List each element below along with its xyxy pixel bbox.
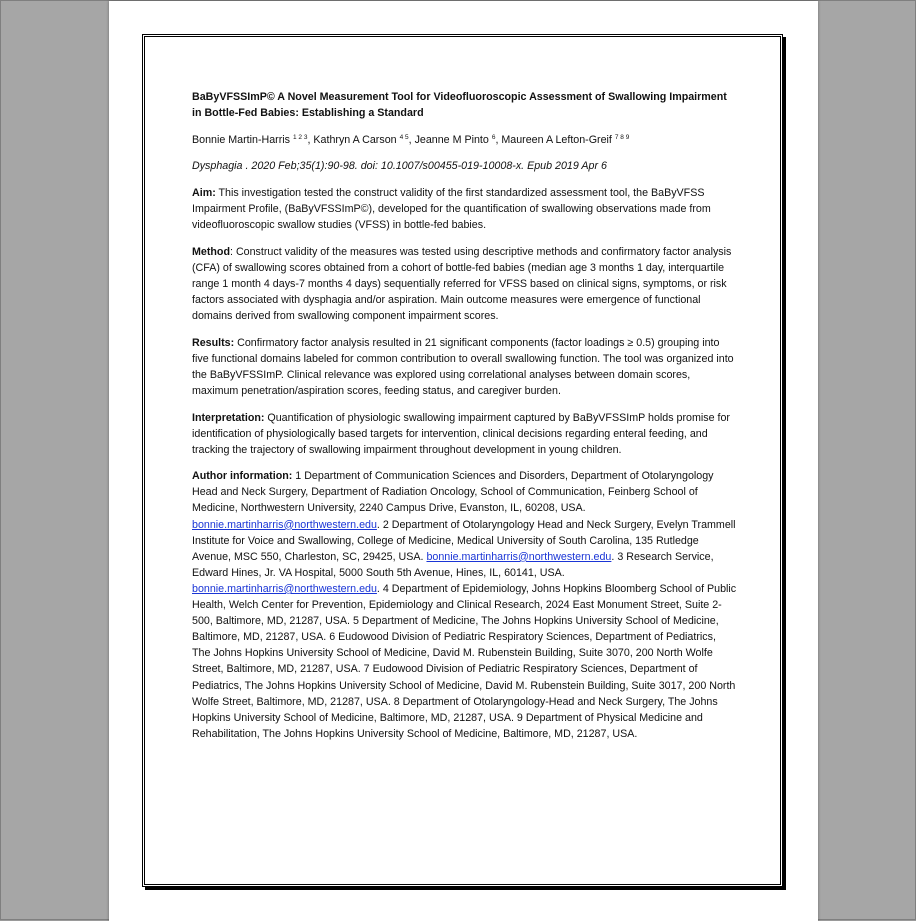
- author-name: Bonnie Martin-Harris: [192, 133, 290, 146]
- interpretation-label: Interpretation:: [192, 411, 265, 424]
- author-info-text: . 2 Department of Otolaryngology Head and Neck Surgery, Evelyn Trammell Institute for Voice and Swallowing, College of Medicine, Medical University of South Carolina, 135 Rutledge Avenue, MSC 550, Charleston, SC, 29425, USA.: [192, 518, 736, 563]
- abstract-method: [192, 244, 737, 324]
- author-info-text: 1 Department of Communication Sciences and Disorders, Department of Otolaryngology Head and Neck Surgery, Department of Radiation Oncology, School of Communication, Feinberg School of Medicine, Northwestern University, 2240 Campus Drive, Evanston, IL, 60208, USA.: [192, 470, 714, 515]
- abstract-interpretation: [192, 410, 737, 458]
- author-separator: ,: [307, 133, 314, 146]
- author-affiliation-numbers: 4 5: [399, 133, 409, 141]
- author-affiliation-numbers: 1 2 3: [292, 133, 308, 141]
- author-affiliation-numbers: 7 8 9: [614, 133, 630, 141]
- interpretation-text: Quantification of physiologic swallowing impairment captured by BaByVFSSImP holds promise for identification of physiologically based targets for intervention, clinical decisions regarding enteral feeding, and tracking the trajectory of swallowing impairment throughout development in young children.: [192, 411, 730, 456]
- author-affiliation-numbers: 6: [491, 133, 496, 141]
- article-title: BaByVFSSImP© A Novel Measurement Tool for Videofluoroscopic Assessment of Swallowing Impairment in Bottle-Fed Babies: Establishing a Standard: [192, 91, 727, 120]
- abstract-aim: [192, 185, 737, 233]
- results-label: Results:: [192, 336, 235, 349]
- author-separator: ,: [495, 133, 502, 146]
- email-link[interactable]: bonnie.martinharris@northwestern.edu: [426, 550, 612, 563]
- author-name: Kathryn A Carson: [313, 133, 397, 146]
- aim-label: Aim:: [192, 186, 216, 199]
- email-link[interactable]: bonnie.martinharris@northwestern.edu: [192, 582, 377, 595]
- author-information: [192, 468, 737, 742]
- email-link[interactable]: bonnie.martinharris@northwestern.edu: [192, 518, 377, 531]
- author-info-text: . 4 Department of Epidemiology, Johns Hopkins Bloomberg School of Public Health, Welch Center for Prevention, Epidemiology and Clinical Research, 2024 East Monument Street, Suite 2-500, Baltimore, MD, 21287, USA. 5 Department of Medicine, The Johns Hopkins University School of Medicine, Baltimore, MD, 21287, USA. 6 Eudowood Division of Pediatric Respiratory Sciences, Department of Pediatrics, The Johns Hopkins University School of Medicine, David M. Rubenstein Building, Suite 3070, 200 North Wolfe Street, Baltimore, MD, 21287, USA. 7 Eudowood Division of Pediatric Respiratory Sciences, Department of Pediatrics, The Johns Hopkins University School of Medicine, David M. Rubenstein Building, Suite 3017, 200 North Wolfe Street, Baltimore, MD, 21287, USA. 8 Department of Otolaryngology-Head and Neck Surgery, The Johns Hopkins University School of Medicine, Baltimore, MD, 21287, USA. 9 Department of Physical Medicine and Rehabilitation, The Johns Hopkins University School of Medicine, Baltimore, MD, 21287, USA.: [192, 582, 737, 740]
- author-separator: ,: [408, 133, 415, 146]
- author-name: Maureen A Lefton-Greif: [501, 133, 612, 146]
- abstract-results: [192, 335, 737, 399]
- method-label: Method: [192, 245, 230, 258]
- page-content: [192, 89, 737, 752]
- author-list: [192, 132, 737, 148]
- citation: Dysphagia . 2020 Feb;35(1):90-98. doi: 10.1007/s00455-019-10008-x. Epub 2019 Apr 6: [192, 160, 607, 173]
- results-text: Confirmatory factor analysis resulted in 21 significant components (factor loadings ≥ 0.5) grouping into five functional domains labeled for common contribution to overall swallowing function. The tool was organized into the BaByVFSSImP. Clinical relevance was explored using correlational analyses between domain scores, maximum penetration/aspiration scores, feeding status, and caregiver burden.: [192, 336, 734, 397]
- author-info-label: Author information:: [192, 470, 293, 483]
- author-name: Jeanne M Pinto: [414, 133, 489, 146]
- author-info-text: . 3 Research Service, Edward Hines, Jr. VA Hospital, 5000 South 5th Avenue, Hines, IL, 60141, USA.: [192, 550, 714, 579]
- document-page: [109, 1, 818, 921]
- aim-text: This investigation tested the construct validity of the first standardized assessment tool, the BaByVFSS Impairment Profile, (BaByVFSSImP©), developed for the quantification of swallowing observations made from videofluoroscopic swallow studies (VFSS) in bottle-fed babies.: [192, 186, 711, 232]
- method-text: : Construct validity of the measures was tested using descriptive methods and confirmatory factor analysis (CFA) of swallowing scores obtained from a cohort of bottle-fed babies (median age 3 months 1 day, interquartile range 1 month 4 days-7 months 4 days) sequentially referred for VFSS based on clinical signs, symptoms, or risk factors associated with dysphagia and/or aspiration. Main outcome measures were emergence of functional domains derived from swallowing component impairment scores.: [192, 245, 732, 323]
